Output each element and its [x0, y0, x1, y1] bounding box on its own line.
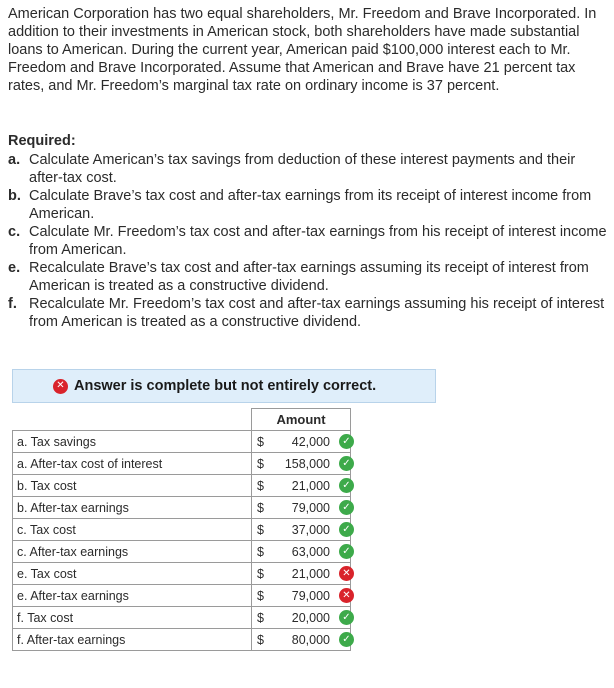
- requirement-letter: c.: [8, 224, 21, 240]
- row-label: e. After-tax earnings: [13, 585, 252, 607]
- x-circle-icon: ✕: [339, 566, 354, 581]
- row-label: a. After-tax cost of interest: [13, 453, 252, 475]
- amount-value: 80,000: [291, 633, 330, 647]
- requirement-text: Recalculate Brave’s tax cost and after-tax earnings assuming its receipt of interest from American is treated as a constructive dividend.: [29, 260, 589, 294]
- currency-symbol: $: [257, 501, 264, 515]
- amount-value: 79,000: [291, 589, 330, 603]
- amount-input[interactable]: [252, 563, 351, 585]
- row-label: b. After-tax earnings: [13, 497, 252, 519]
- x-circle-icon: ✕: [53, 379, 68, 394]
- amount-header: Amount: [252, 409, 351, 431]
- requirements-list: [8, 151, 612, 331]
- table-row: [13, 497, 351, 519]
- amount-value: 21,000: [291, 567, 330, 581]
- amount-value: 20,000: [291, 611, 330, 625]
- answer-status-banner: [12, 369, 436, 403]
- currency-symbol: $: [257, 435, 264, 449]
- requirement-c: [8, 223, 612, 259]
- amount-value: 79,000: [291, 501, 330, 515]
- amount-input[interactable]: [252, 519, 351, 541]
- row-label: e. Tax cost: [13, 563, 252, 585]
- check-circle-icon: ✓: [339, 522, 354, 537]
- table-header-row: [13, 409, 351, 431]
- header-blank-cell: [13, 409, 252, 431]
- requirement-f: [8, 295, 612, 331]
- problem-intro: American Corporation has two equal shareholders, Mr. Freedom and Brave Incorporated. In addition to their investments in American stock, both shareholders have made substantial loans to American. During the current year, American paid $100,000 interest each to Mr. Freedom and Brave Incorporated. Assume that American and Brave have 21 percent tax rates, and Mr. Freedom’s marginal tax rate on ordinary income is 37 percent.: [8, 6, 597, 94]
- requirement-text: Recalculate Mr. Freedom’s tax cost and after-tax earnings assuming his receipt of interest from American is treated as a constructive dividend.: [29, 296, 605, 330]
- row-label: a. Tax savings: [13, 431, 252, 453]
- requirement-e: [8, 259, 612, 295]
- table-row: [13, 541, 351, 563]
- amount-input[interactable]: [252, 585, 351, 607]
- table-row: [13, 563, 351, 585]
- row-label: c. Tax cost: [13, 519, 252, 541]
- currency-symbol: $: [257, 589, 264, 603]
- currency-symbol: $: [257, 479, 264, 493]
- check-circle-icon: ✓: [339, 544, 354, 559]
- amount-input[interactable]: [252, 497, 351, 519]
- check-circle-icon: ✓: [339, 610, 354, 625]
- amount-value: 42,000: [291, 435, 330, 449]
- check-circle-icon: ✓: [339, 434, 354, 449]
- check-circle-icon: ✓: [339, 456, 354, 471]
- table-row: [13, 475, 351, 497]
- requirement-letter: f.: [8, 296, 17, 312]
- currency-symbol: $: [257, 545, 264, 559]
- banner-text: Answer is complete but not entirely correct.: [74, 378, 377, 394]
- requirement-letter: e.: [8, 260, 21, 276]
- amount-value: 37,000: [291, 523, 330, 537]
- table-row: [13, 629, 351, 651]
- amount-input[interactable]: [252, 431, 351, 453]
- amount-input[interactable]: [252, 607, 351, 629]
- currency-symbol: $: [257, 611, 264, 625]
- check-circle-icon: ✓: [339, 478, 354, 493]
- row-label: c. After-tax earnings: [13, 541, 252, 563]
- required-title: Required:: [8, 133, 76, 149]
- requirement-b: [8, 187, 612, 223]
- currency-symbol: $: [257, 457, 264, 471]
- requirement-letter: b.: [8, 188, 21, 204]
- row-label: f. Tax cost: [13, 607, 252, 629]
- row-label: f. After-tax earnings: [13, 629, 252, 651]
- answer-table: [12, 408, 351, 651]
- amount-input[interactable]: [252, 541, 351, 563]
- check-circle-icon: ✓: [339, 632, 354, 647]
- table-row: [13, 431, 351, 453]
- amount-value: 21,000: [291, 479, 330, 493]
- amount-value: 158,000: [284, 457, 330, 471]
- requirement-text: Calculate Mr. Freedom’s tax cost and after-tax earnings from his receipt of interest income from American.: [29, 224, 607, 258]
- requirement-text: Calculate Brave’s tax cost and after-tax earnings from its receipt of interest income from American.: [29, 188, 592, 222]
- amount-input[interactable]: [252, 453, 351, 475]
- requirement-letter: a.: [8, 152, 21, 168]
- amount-input[interactable]: [252, 475, 351, 497]
- table-row: [13, 453, 351, 475]
- requirement-text: Calculate American’s tax savings from deduction of these interest payments and their after-tax cost.: [29, 152, 576, 186]
- check-circle-icon: ✓: [339, 500, 354, 515]
- currency-symbol: $: [257, 633, 264, 647]
- amount-value: 63,000: [291, 545, 330, 559]
- table-row: [13, 585, 351, 607]
- table-row: [13, 519, 351, 541]
- currency-symbol: $: [257, 567, 264, 581]
- x-circle-icon: ✕: [339, 588, 354, 603]
- row-label: b. Tax cost: [13, 475, 252, 497]
- table-row: [13, 607, 351, 629]
- currency-symbol: $: [257, 523, 264, 537]
- amount-input[interactable]: [252, 629, 351, 651]
- requirement-a: [8, 151, 612, 187]
